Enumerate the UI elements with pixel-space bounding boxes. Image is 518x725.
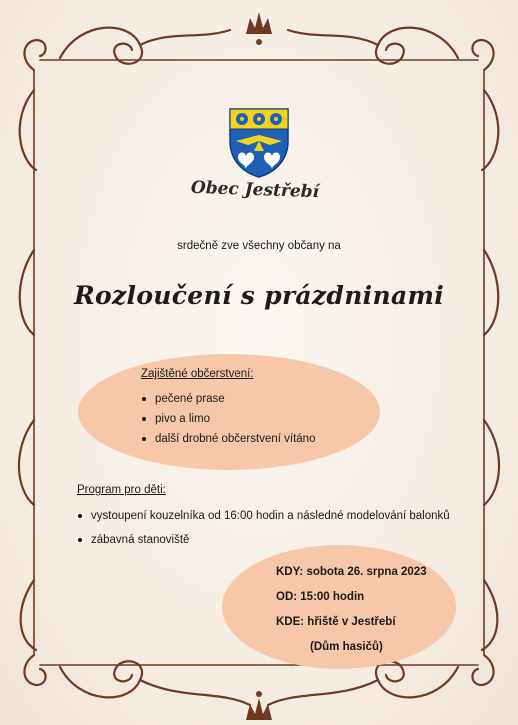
municipal-crest-icon [228, 107, 290, 179]
list-item: zábavná stanoviště [78, 530, 458, 550]
program-heading: Program pro děti: [77, 484, 166, 496]
invite-text: srdečně zve všechny občany na [177, 240, 341, 252]
list-item: další drobné občerstvení vítáno [142, 429, 315, 449]
list-item: pivo a limo [142, 409, 315, 429]
municipality-name: Obec Jestřebí [190, 177, 320, 203]
refreshments-heading: Zajištěné občerstvení: [141, 368, 254, 380]
refreshments-list [142, 389, 315, 449]
program-list [78, 506, 458, 554]
event-location-note: (Dům hasičů) [310, 641, 383, 653]
list-item: pečené prase [142, 389, 315, 409]
list-item: vystoupení kouzelníka od 16:00 hodin a následné modelování balonků [78, 506, 458, 526]
event-title: Rozloučení s prázdninami [73, 281, 444, 310]
event-date: KDY: sobota 26. srpna 2023 [276, 566, 427, 578]
event-location: KDE: hřiště v Jestřebí [276, 616, 396, 628]
event-start-time: OD: 15:00 hodin [276, 591, 365, 603]
